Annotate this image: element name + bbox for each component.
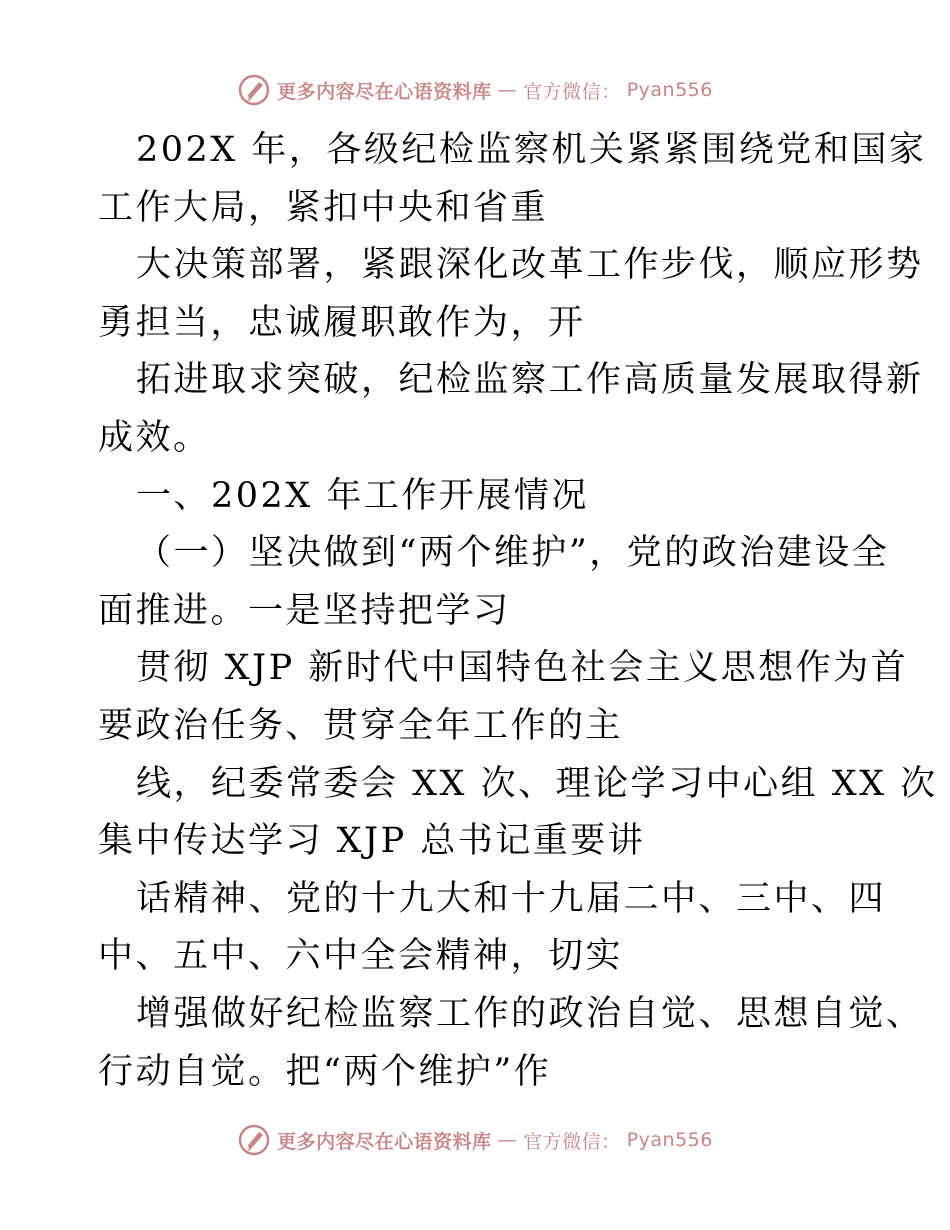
text-line: 工作大局，紧扣中央和省重 <box>98 187 549 228</box>
watermark-contact-id: Pyan556 <box>626 1129 713 1151</box>
text-line: （一）坚决做到“两个维护”，党的政治建设全 <box>136 533 890 574</box>
watermark-separator: — <box>497 1129 518 1151</box>
header-watermark <box>0 70 950 110</box>
text-line: 贯彻 XJP 新时代中国特色社会主义思想作为首 <box>136 648 909 689</box>
text-line: 中、五中、六中全会精神，切实 <box>98 936 624 977</box>
watermark-separator: — <box>497 79 518 101</box>
pen-logo-icon <box>237 73 271 107</box>
watermark-contact-label: 官方微信： <box>523 80 621 103</box>
text-line: 面推进。一是坚持把学习 <box>98 590 511 631</box>
document-body <box>98 122 938 1101</box>
watermark-contact-label: 官方微信： <box>523 1130 621 1153</box>
text-line: 拓进取求突破，纪检监察工作高质量发展取得新 <box>136 360 924 401</box>
text-line: 行动自觉。把“两个维护”作 <box>98 1051 552 1092</box>
watermark-brand: 更多内容尽在心语资料库 <box>277 1130 492 1153</box>
footer-watermark <box>0 1120 950 1160</box>
text-line: 要政治任务、贯穿全年工作的主 <box>98 705 624 746</box>
pen-logo-icon <box>237 1123 271 1157</box>
text-line: 增强做好纪检监察工作的政治自觉、思想自觉、 <box>136 993 924 1034</box>
text-line: 大决策部署，紧跟深化改革工作步伐，顺应形势 <box>136 245 924 286</box>
watermark-brand: 更多内容尽在心语资料库 <box>277 80 492 103</box>
text-line: 话精神、党的十九大和十九届二中、三中、四 <box>136 878 887 919</box>
text-line: 勇担当，忠诚履职敢作为，开 <box>98 302 586 343</box>
text-line: 成效。 <box>98 417 211 458</box>
text-line: 线，纪委常委会 XX 次、理论学习中心组 XX 次 <box>136 763 938 804</box>
text-line: 202X 年，各级纪检监察机关紧紧围绕党和国家 <box>136 130 927 170</box>
text-line: 集中传达学习 XJP 总书记重要讲 <box>98 821 646 862</box>
text-line: 一、202X 年工作开展情况 <box>136 475 589 516</box>
watermark-contact-id: Pyan556 <box>626 79 713 101</box>
